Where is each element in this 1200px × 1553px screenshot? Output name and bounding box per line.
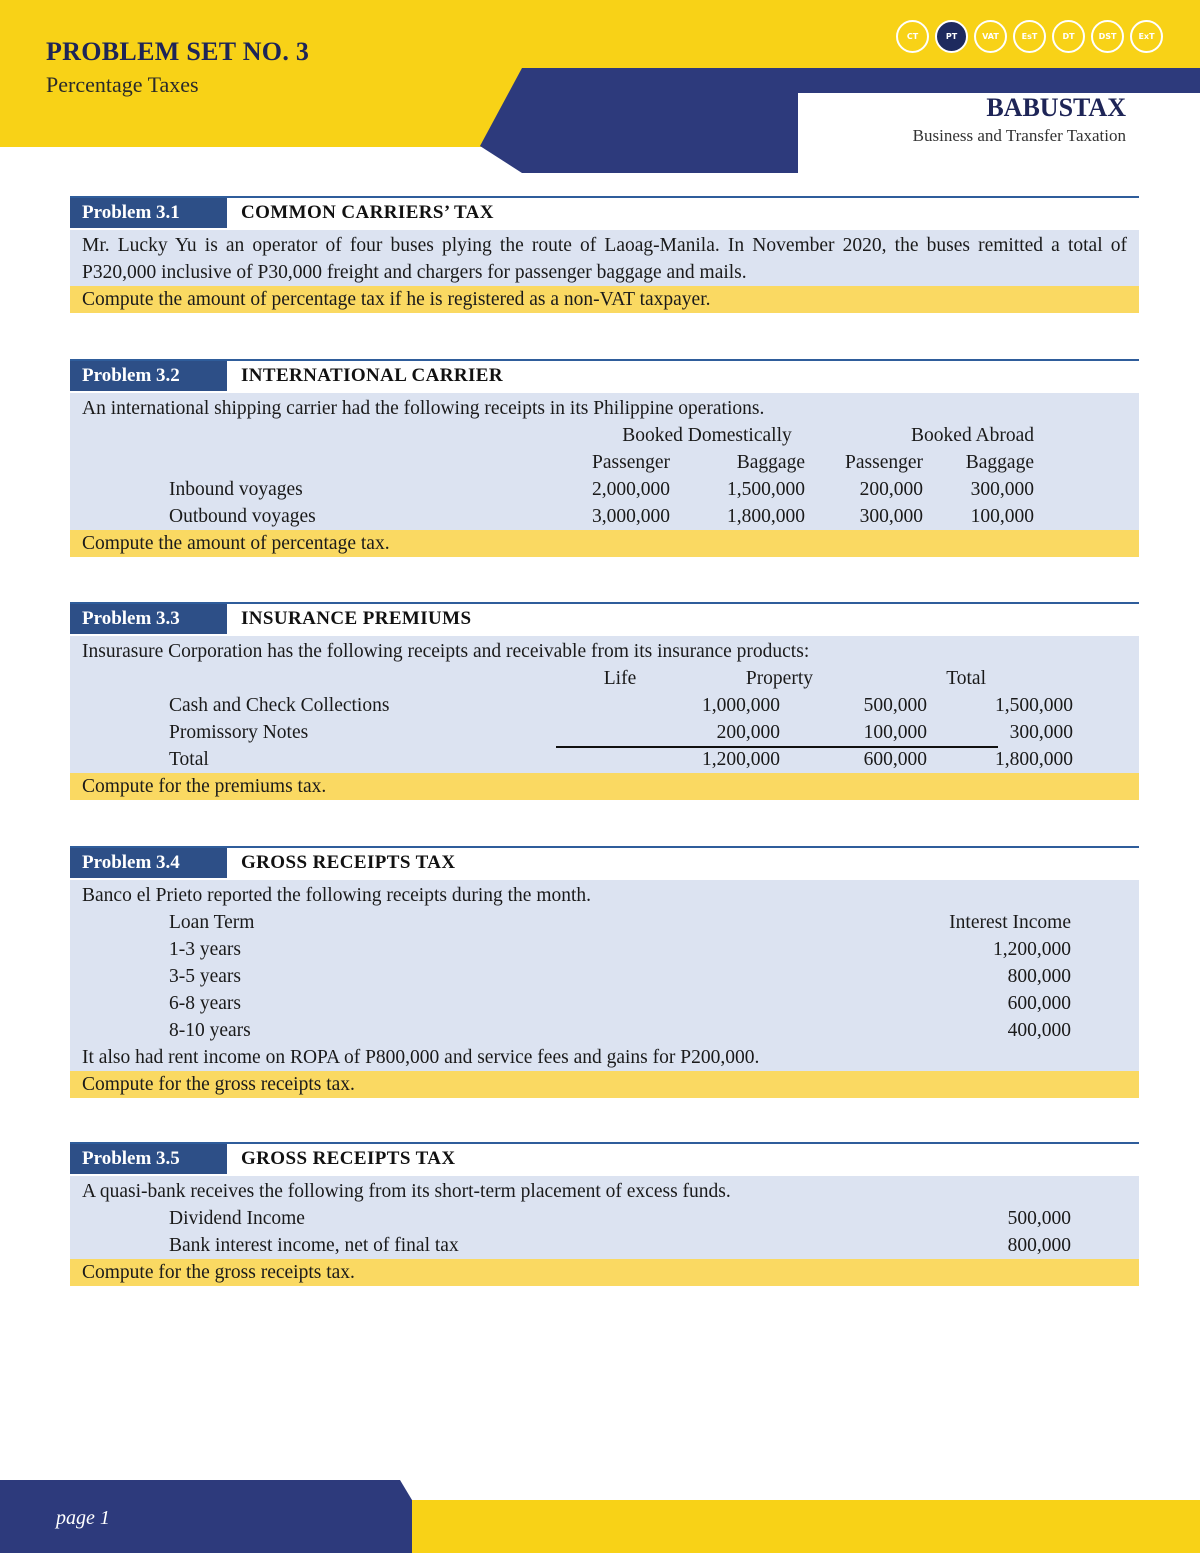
- problem-text: Mr. Lucky Yu is an operator of four buses plying the route of Laoag-Manila. In November 2020, the buses remitted a total of P320,000 inclusive of P30,000 freight and chargers for passenger baggage and mails.: [70, 230, 1139, 286]
- problem-3-3: [70, 602, 1139, 800]
- col-domestic-baggage: Baggage: [736, 452, 805, 473]
- problem-label: Problem 3.3: [70, 604, 227, 634]
- table-row: Inbound voyages 2,000,000 1,500,000 200,000 300,000: [169, 479, 1034, 500]
- brand-block: [798, 93, 1200, 173]
- col-total: Total: [946, 668, 986, 689]
- column-header-row: [82, 449, 1127, 476]
- tab-est[interactable]: EsT: [1013, 20, 1046, 53]
- table-row: 1-3 years 1,200,000: [169, 939, 1071, 960]
- page-number: page 1: [56, 1507, 110, 1529]
- problem-label: Problem 3.1: [70, 198, 227, 228]
- page-subtitle: Percentage Taxes: [46, 72, 199, 97]
- problem-label: Problem 3.4: [70, 848, 227, 878]
- problem-question: Compute for the premiums tax.: [70, 773, 1139, 800]
- problem-note: It also had rent income on ROPA of P800,000 and service fees and gains for P200,000.: [82, 1047, 760, 1068]
- problem-header: [70, 196, 1139, 230]
- brand-subtitle: Business and Transfer Taxation: [912, 126, 1126, 145]
- table-row: 6-8 years 600,000: [169, 993, 1071, 1014]
- problem-title: COMMON CARRIERS’ TAX: [241, 202, 494, 223]
- problem-title: GROSS RECEIPTS TAX: [241, 852, 456, 873]
- problem-question: Compute for the gross receipts tax.: [70, 1259, 1139, 1286]
- problem-header: [70, 359, 1139, 393]
- problem-question: Compute the amount of percentage tax if he is registered as a non-VAT taxpayer.: [70, 286, 1139, 313]
- table-row: 3-5 years 800,000: [169, 966, 1071, 987]
- column-header-row: [82, 909, 1127, 936]
- problem-title: INSURANCE PREMIUMS: [241, 608, 472, 629]
- col-abroad-baggage: Baggage: [965, 452, 1034, 473]
- table-row: 8-10 years 400,000: [169, 1020, 1071, 1041]
- table-row: Outbound voyages 3,000,000 1,800,000 300,000 100,000: [169, 506, 1034, 527]
- table-row: Dividend Income 500,000: [169, 1208, 1071, 1229]
- problem-header: [70, 602, 1139, 636]
- problem-3-2: [70, 359, 1139, 557]
- col-loan-term: Loan Term: [169, 912, 255, 933]
- problem-3-5: [70, 1142, 1139, 1286]
- problem-header: [70, 846, 1139, 880]
- col-domestic-passenger: Passenger: [592, 452, 670, 473]
- problem-intro: A quasi-bank receives the following from its short-term placement of excess funds.: [82, 1181, 731, 1202]
- table-row: Cash and Check Collections 1,000,000 500,000 1,500,000: [169, 695, 1073, 716]
- tax-topic-tabs: [896, 20, 1163, 53]
- tab-ext[interactable]: ExT: [1130, 20, 1163, 53]
- col-property: Property: [745, 668, 813, 689]
- problem-body: [70, 880, 1139, 1071]
- problem-question: Compute the amount of percentage tax.: [70, 530, 1139, 557]
- problem-body: [70, 1176, 1139, 1259]
- page-title: PROBLEM SET NO. 3: [46, 37, 310, 66]
- problem-body: [70, 636, 1139, 773]
- tab-dst[interactable]: DST: [1091, 20, 1124, 53]
- problem-body: [70, 393, 1139, 530]
- brand-name: BABUSTAX: [986, 93, 1126, 122]
- column-header-row: [82, 665, 1127, 692]
- table-row: Promissory Notes 200,000 100,000 300,000: [169, 722, 1073, 743]
- problem-header: [70, 1142, 1139, 1176]
- problem-label: Problem 3.2: [70, 361, 227, 391]
- tab-dt[interactable]: DT: [1052, 20, 1085, 53]
- problem-title: INTERNATIONAL CARRIER: [241, 365, 503, 386]
- tab-vat[interactable]: VAT: [974, 20, 1007, 53]
- problem-intro: Banco el Prieto reported the following receipts during the month.: [82, 885, 592, 906]
- table-row: Bank interest income, net of final tax 800,000: [169, 1235, 1071, 1256]
- col-interest-income: Interest Income: [949, 912, 1071, 933]
- problem-question: Compute for the gross receipts tax.: [70, 1071, 1139, 1098]
- col-life: Life: [603, 668, 637, 689]
- group-booked-abroad: Booked Abroad: [911, 425, 1034, 446]
- group-booked-domestically: Booked Domestically: [622, 425, 792, 446]
- tab-pt[interactable]: PT: [935, 20, 968, 53]
- problem-label: Problem 3.5: [70, 1144, 227, 1174]
- problem-title: GROSS RECEIPTS TAX: [241, 1148, 456, 1169]
- tab-ct[interactable]: CT: [896, 20, 929, 53]
- problem-3-4: [70, 846, 1139, 1098]
- problem-3-1: [70, 196, 1139, 313]
- group-header-row: [82, 422, 1127, 449]
- table-row-total: Total 1,200,000 600,000 1,800,000: [169, 749, 1073, 770]
- col-abroad-passenger: Passenger: [845, 452, 923, 473]
- problem-intro: Insurasure Corporation has the following receipts and receivable from its insurance products:: [82, 641, 810, 662]
- problem-intro: An international shipping carrier had the following receipts in its Philippine operations.: [82, 398, 765, 419]
